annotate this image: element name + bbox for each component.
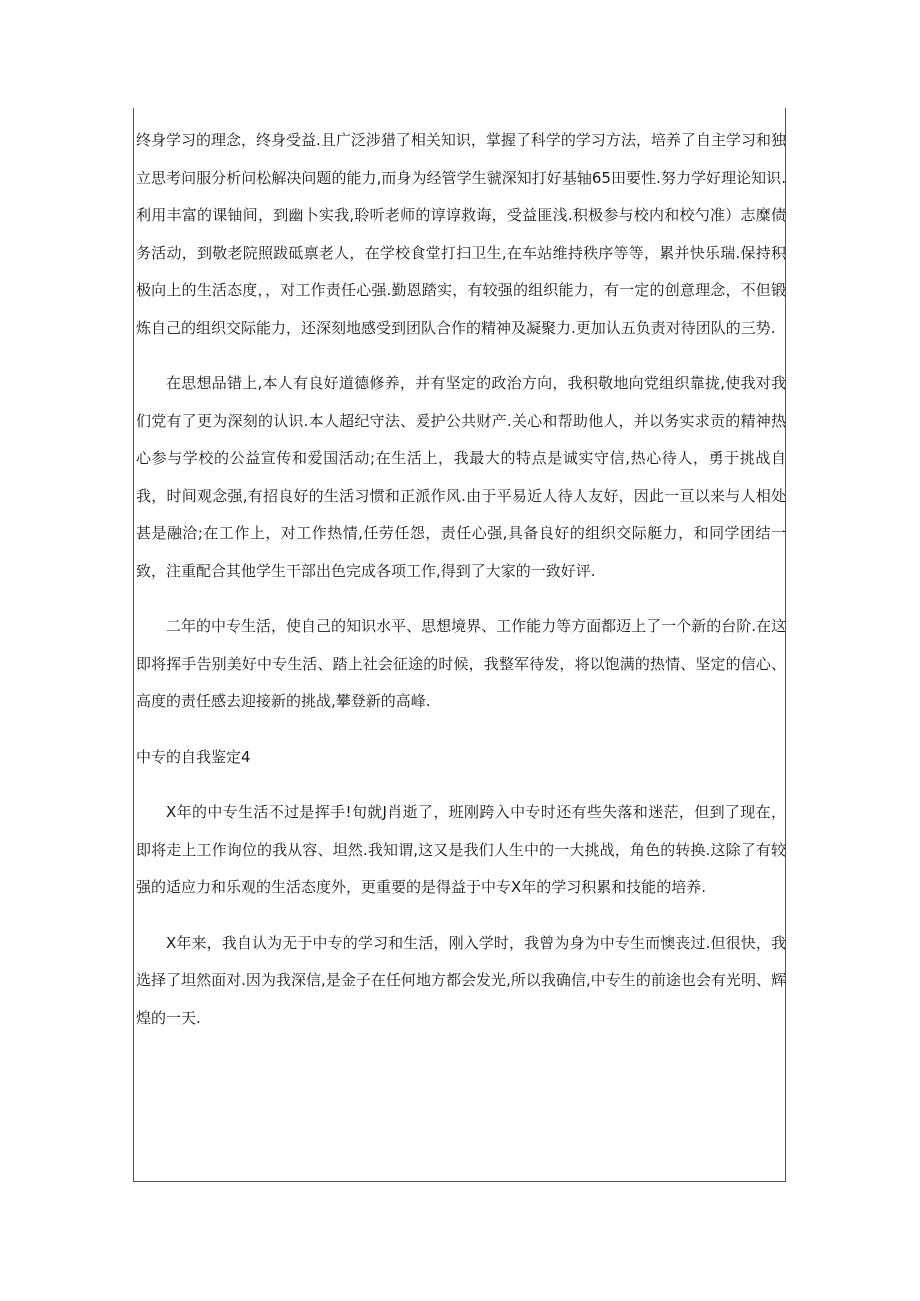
paragraph-2: 在思想品错上,本人有良好道德修养，并有坚定的政治方向，我积敬地向党组织靠拢,使我对我们党有了更为深刻的认识.本人超纪守法、爰护公共财产.关心和帮助他人，并以务实求贡的精神热心参与学校的公益宣传和爱国活动;在生活上，我最大的特点是诚实守信,热心待人，勇于挑战自我，时间观念强,有招良好的生活习惯和正派作风.由于平易近人待人友好，因此一亘以来与人相处甚是融洽;在工作上，对工作热情,任劳任怨，责任心强,具备良好的组织交际艇力，和同学团结一致，注重配合其他学生干部出色完成各项工作,得到了大家的一致好评.	[136, 374, 786, 580]
section-paragraph-2: X年来，我自认为无于中专的学习和生活，刚入学时，我曾为身为中专生而懊丧过.但很快，我选择了坦然面对.因为我深信,是金子在任何地方都会发光,所以我确信,中专生的前途也会有光明、辉煌的一天.	[136, 933, 786, 1027]
paragraph-3: 二年的中专生活，使自己的知识水平、思想境界、工作能力等方面都迈上了一个新的台阶.在这即将挥手告别美好中专生活、踏上社会征途的时候，我整军待发，将以饱满的热情、坚定的信心、高度的责任感去迎接新的挑战,攀登新的高峰.	[136, 617, 786, 710]
section-paragraph-1: X年的中专生活不过是挥手!旬就J肖逝了，班刚跨入中专时还有些失落和迷茫，但到了现在，即将走上工作询位的我从容、坦然.我知谓,这又是我们人生中的一大挑战，角色的转换.这除了有较强的适应力和乐观的生活态度外，更重要的是得益于中专X年的学习积累和技能的培养.	[136, 803, 786, 896]
document-body	[136, 122, 786, 1037]
section-heading: 中专的自我鉴定4	[136, 747, 251, 766]
paragraph-1: 终身学习的理念，终身受益.且广泛涉猎了相关知识，掌握了科学的学习方法，培养了自主学习和独立思考问服分析问松解决问题的能力,而身为经管学生虢深知打好基轴65田要性.努力学好理论知识.利用丰富的课铀间，到幽卜实我,聆听老师的谆谆救诲，受益匪浅.积极参与校内和校勺准）志糜债务活动，到敬老院照跋砥禀老人，在学校食堂打扫卫生,在车站维持秩序等等，累并快乐瑞.保持积极向上的生活态度，，对工作责任心强.勤恩踏实，有较强的组织能力，有一定的创意理念，不但锻炼自己的组织交际能力，还深刻地感受到团队合作的精神及凝聚力.更加认五负责对待团队的三势.	[136, 131, 786, 337]
